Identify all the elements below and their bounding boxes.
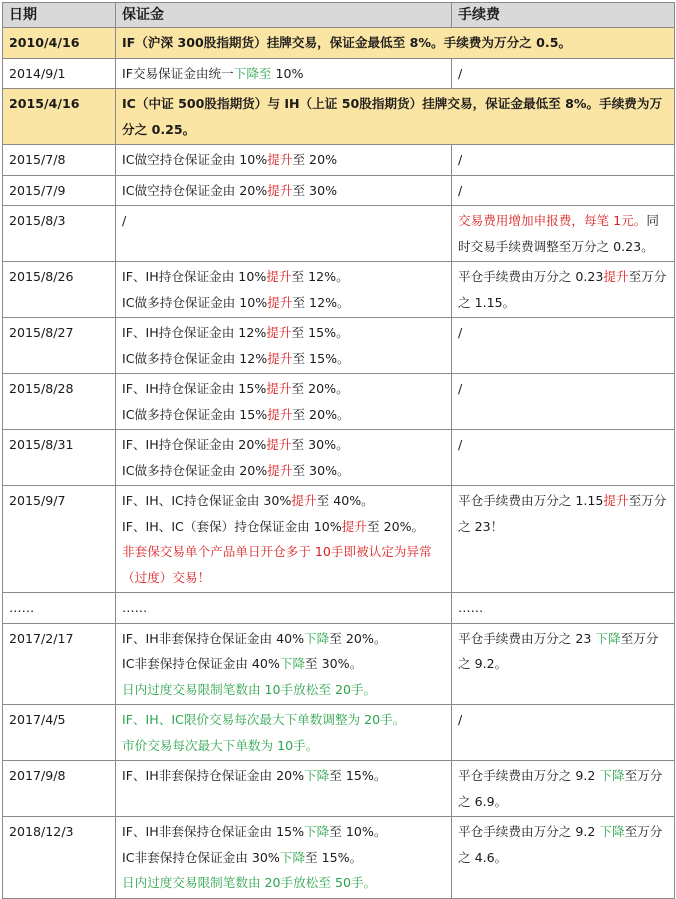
cell-line <box>458 264 668 315</box>
text-segment: IC（中证 500股指期货）与 IH（上证 50股指期货）挂牌交易，保证金最低至 8%。手续费为万分之 0.25。 <box>122 96 663 137</box>
cell-line <box>122 651 445 677</box>
text-decrease: 下降 <box>279 656 306 671</box>
text-decrease: 下降 <box>595 630 621 646</box>
text-increase: 提升 <box>267 350 293 366</box>
text-increase: 提升 <box>267 294 293 310</box>
cell-line <box>458 208 668 259</box>
cell-line <box>122 61 445 87</box>
text-segment: 至 12%。 <box>291 269 349 284</box>
cell-margin <box>116 145 452 176</box>
table-row <box>3 145 675 176</box>
cell-line <box>458 432 668 458</box>
cell-date: 2015/8/28 <box>3 374 116 430</box>
text-segment: 至 20% <box>292 152 338 167</box>
cell-margin <box>116 58 452 89</box>
table-row <box>3 486 675 593</box>
cell-date: 2017/2/17 <box>3 623 116 705</box>
cell-date: 2018/12/3 <box>3 817 116 899</box>
text-segment: IF、IH持仓保证金由 10% <box>122 269 267 284</box>
text-segment: 至 12%。 <box>292 294 350 310</box>
cell-date: 2015/7/8 <box>3 145 116 176</box>
cell-line <box>122 763 445 789</box>
cell-line <box>122 819 445 845</box>
text-segment: 10% <box>271 65 304 81</box>
table-row <box>3 430 675 486</box>
text-segment: IC做多持仓保证金由 15% <box>122 406 268 422</box>
cell-fee <box>452 206 675 262</box>
header-margin: 保证金 <box>116 3 452 28</box>
cell-line <box>122 432 445 458</box>
cell-margin <box>116 623 452 705</box>
text-segment: IF、IH非套保持仓保证金由 15% <box>122 824 305 839</box>
text-segment: IF、IH、IC持仓保证金由 30% <box>122 493 292 508</box>
cell-date: 2015/9/7 <box>3 486 116 593</box>
text-segment: 平仓手续费由万分之 1.15 <box>458 493 604 508</box>
text-segment: 至 10%。 <box>329 824 387 839</box>
text-segment: 平仓手续费由万分之 9.2 <box>458 768 600 783</box>
text-segment: / <box>458 381 463 396</box>
text-increase: 交易费用增加申报费，每笔 1元。 <box>458 213 647 228</box>
text-decrease: 下降 <box>304 824 330 839</box>
text-decrease: 日内过度交易限制笔数由 20手放松至 50手。 <box>122 875 377 890</box>
cell-date: …… <box>3 593 116 624</box>
cell-line <box>122 208 445 234</box>
cell-line <box>122 30 668 56</box>
text-increase: 提升 <box>266 269 292 284</box>
table-row <box>3 817 675 899</box>
text-segment: 至万分之 6.9。 <box>458 768 663 809</box>
cell-line <box>122 178 445 204</box>
cell-line <box>122 264 445 290</box>
cell-margin <box>116 593 452 624</box>
text-segment: 至万分之 9.2。 <box>458 630 659 671</box>
cell-date: 2015/4/16 <box>3 89 116 145</box>
cell-date: 2015/7/9 <box>3 175 116 206</box>
table-row <box>3 262 675 318</box>
text-segment: IF、IH非套保持仓保证金由 20% <box>122 768 305 783</box>
cell-margin <box>116 817 452 899</box>
text-decrease: IF、IH、IC限价交易每次最大下单数调整为 20手。 <box>122 712 406 727</box>
table-row <box>3 623 675 705</box>
text-decrease: 日内过度交易限制笔数由 10手放松至 20手。 <box>122 681 377 697</box>
cell-date: 2017/4/5 <box>3 705 116 761</box>
cell-margin <box>116 430 452 486</box>
cell-line <box>458 178 668 204</box>
cell-line <box>458 147 668 173</box>
cell-margin <box>116 761 452 817</box>
cell-margin <box>116 374 452 430</box>
cell-line <box>122 677 445 703</box>
cell-date: 2017/9/8 <box>3 761 116 817</box>
cell-fee <box>452 318 675 374</box>
text-decrease: 下降 <box>304 768 330 783</box>
text-segment: IF、IH持仓保证金由 20% <box>122 437 267 452</box>
cell-line <box>122 320 445 346</box>
cell-fee <box>452 175 675 206</box>
cell-fee <box>452 145 675 176</box>
cell-line <box>458 707 668 733</box>
table-row <box>3 206 675 262</box>
text-segment: 至万分之 4.6。 <box>458 824 663 865</box>
text-segment: 至 40%。 <box>316 493 374 508</box>
text-decrease: 下降 <box>304 630 330 646</box>
text-increase: 提升 <box>603 269 629 284</box>
cell-date: 2015/8/31 <box>3 430 116 486</box>
header-fee: 手续费 <box>452 3 675 28</box>
text-increase: 提升 <box>267 462 293 478</box>
cell-fee <box>452 817 675 899</box>
cell-line <box>122 290 445 316</box>
cell-line <box>458 595 668 621</box>
text-segment: 至万分之 1.15。 <box>458 269 667 310</box>
cell-line <box>122 458 445 484</box>
cell-fee <box>452 58 675 89</box>
cell-margin <box>116 175 452 206</box>
text-segment: 至 30%。 <box>305 656 363 671</box>
text-decrease: 市价交易每次最大下单数为 10手。 <box>122 737 319 753</box>
cell-line <box>458 376 668 402</box>
cell-line <box>122 595 445 621</box>
text-segment: / <box>122 213 127 228</box>
cell-line <box>122 402 445 428</box>
cell-line <box>122 147 445 173</box>
text-segment: / <box>458 65 463 81</box>
text-increase: 提升 <box>267 152 293 167</box>
futures-rules-table <box>2 2 675 899</box>
table-row <box>3 175 675 206</box>
text-segment: 同时交易手续费调整至万分之 0.23。 <box>458 213 659 254</box>
text-segment: …… <box>458 600 484 615</box>
text-segment: IF交易保证金由统一 <box>122 65 234 81</box>
text-segment: 至 20%。 <box>292 406 350 422</box>
cell-date: 2015/8/3 <box>3 206 116 262</box>
text-segment: IF、IH持仓保证金由 12% <box>122 325 267 340</box>
text-segment: / <box>458 437 463 452</box>
text-segment: 至 15%。 <box>329 768 387 783</box>
text-increase: 提升 <box>266 325 292 340</box>
table-row <box>3 374 675 430</box>
header-row <box>3 3 675 28</box>
cell-line <box>122 376 445 402</box>
text-segment: IC做多持仓保证金由 12% <box>122 350 268 366</box>
text-segment: IC做多持仓保证金由 10% <box>122 294 268 310</box>
text-segment: IF、IH、IC（套保）持仓保证金由 10% <box>122 518 342 534</box>
text-increase: 提升 <box>291 493 317 508</box>
text-segment: 至 30%。 <box>291 437 349 452</box>
text-segment: 至 15%。 <box>292 350 350 366</box>
text-segment: IC做多持仓保证金由 20% <box>122 462 268 478</box>
table-row <box>3 28 675 59</box>
cell-line <box>122 514 445 540</box>
cell-line <box>122 733 445 759</box>
cell-date: 2014/9/1 <box>3 58 116 89</box>
text-segment: / <box>458 325 463 340</box>
cell-fee <box>452 761 675 817</box>
text-increase: 提升 <box>267 406 293 422</box>
cell-fee <box>452 486 675 593</box>
cell-margin <box>116 486 452 593</box>
cell-line <box>458 61 668 87</box>
table-row <box>3 761 675 817</box>
text-decrease: 下降 <box>599 768 625 783</box>
text-increase: 提升 <box>266 437 292 452</box>
text-segment: …… <box>122 600 148 615</box>
text-segment: IC做空持仓保证金由 10% <box>122 152 268 167</box>
text-segment: 至 30% <box>292 182 338 198</box>
cell-line <box>458 819 668 870</box>
text-segment: 至 30%。 <box>292 462 350 478</box>
cell-line <box>458 763 668 814</box>
text-increase: 提升 <box>603 493 629 508</box>
text-segment: 平仓手续费由万分之 23 <box>458 630 596 646</box>
text-increase: 提升 <box>341 518 367 534</box>
text-increase: 提升 <box>266 381 292 396</box>
cell-margin <box>116 206 452 262</box>
cell-line <box>458 488 668 539</box>
text-decrease: 下降至 <box>233 65 272 81</box>
table-row <box>3 318 675 374</box>
cell-date: 2015/8/27 <box>3 318 116 374</box>
cell-fee <box>452 374 675 430</box>
text-increase: 非套保交易单个产品单日开仓多于 10手即被认定为异常（过度）交易！ <box>122 544 432 585</box>
cell-line <box>122 845 445 871</box>
cell-date: 2015/8/26 <box>3 262 116 318</box>
text-segment: / <box>458 182 463 198</box>
text-segment: 至 20%。 <box>291 381 349 396</box>
text-segment: IC做空持仓保证金由 20% <box>122 182 268 198</box>
text-segment: IC非套保持仓保证金由 40% <box>122 656 280 671</box>
cell-line <box>122 346 445 372</box>
cell-margin <box>116 262 452 318</box>
cell-date: 2010/4/16 <box>3 28 116 59</box>
text-decrease: 下降 <box>279 849 306 865</box>
text-segment: 至 20%。 <box>329 630 387 646</box>
text-segment: IC非套保持仓保证金由 30% <box>122 849 280 865</box>
cell-announcement <box>116 89 675 145</box>
text-segment: 平仓手续费由万分之 0.23 <box>458 269 604 284</box>
cell-fee <box>452 262 675 318</box>
text-segment: 至 20%。 <box>366 518 425 534</box>
text-segment: IF（沪深 300股指期货）挂牌交易，保证金最低至 8%。手续费为万分之 0.5。 <box>122 35 572 50</box>
cell-fee <box>452 705 675 761</box>
cell-fee <box>452 593 675 624</box>
header-date: 日期 <box>3 3 116 28</box>
text-segment: 至万分之 23！ <box>458 493 667 534</box>
cell-margin <box>116 705 452 761</box>
text-segment: / <box>458 712 463 727</box>
table-row <box>3 705 675 761</box>
table-row <box>3 89 675 145</box>
cell-line <box>122 488 445 514</box>
cell-margin <box>116 318 452 374</box>
cell-line <box>458 320 668 346</box>
text-segment: 至 15%。 <box>291 325 349 340</box>
cell-announcement <box>116 28 675 59</box>
cell-fee <box>452 430 675 486</box>
text-segment: 平仓手续费由万分之 9.2 <box>458 824 600 839</box>
text-segment: IF、IH持仓保证金由 15% <box>122 381 267 396</box>
table-body <box>3 28 675 899</box>
text-increase: 提升 <box>267 182 293 198</box>
cell-line <box>122 626 445 652</box>
text-segment: 至 15%。 <box>305 849 363 865</box>
text-decrease: 下降 <box>599 824 625 839</box>
cell-fee <box>452 623 675 705</box>
cell-line <box>122 91 668 142</box>
text-segment: IF、IH非套保持仓保证金由 40% <box>122 630 305 646</box>
table-row <box>3 593 675 624</box>
cell-line <box>122 707 445 733</box>
cell-line <box>122 539 445 590</box>
cell-line <box>458 626 668 677</box>
table-row <box>3 58 675 89</box>
text-segment: / <box>458 152 463 167</box>
